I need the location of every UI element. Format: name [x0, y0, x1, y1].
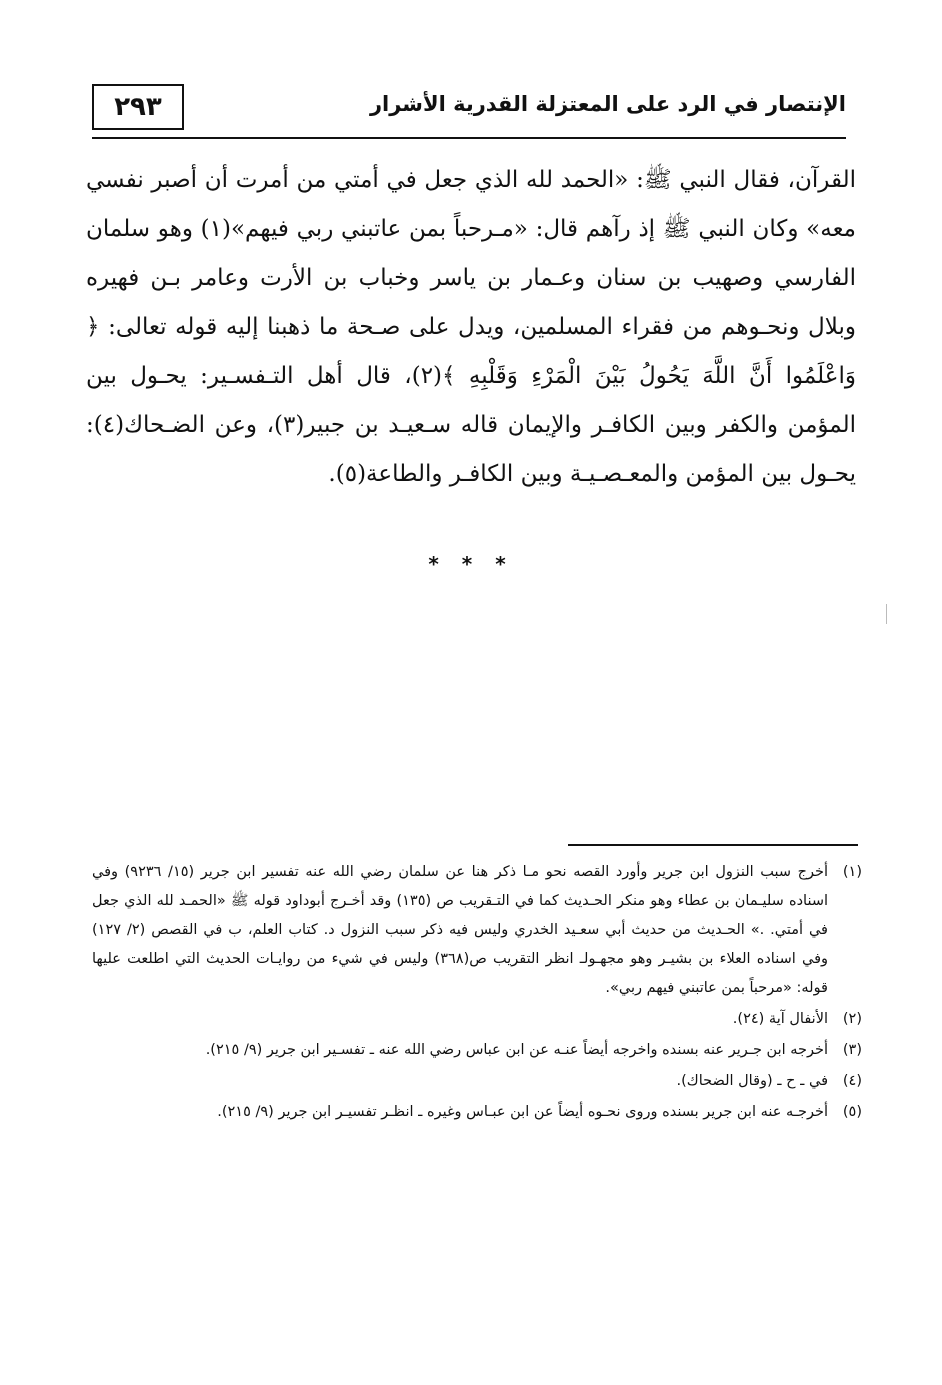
- footnote-number: (٢): [842, 1011, 862, 1027]
- scan-mark: [886, 604, 887, 624]
- footnote-5: [92, 1098, 862, 1127]
- footnote-2: [92, 1005, 862, 1034]
- body-paragraph: القرآن، فقال النبي ﷺ: «الحمد لله الذي جعل في أمتي من أمرت أن أصبر نفسي معه» وكان النبي ﷺ إذ رآهم قال: «مـرحباً بمن عاتبني ربي فيهم»(١) وهو سلمان الفارسي وصهيب بن سنان وعـمار بن ياسر وخباب بن الأرت وعامر بـن فهيره وبلال ونحـوهم من فقراء المسلمين، ويدل على صـحة ما ذهبنا إليه قوله تعالى: ﴿ وَاعْلَمُوا أَنَّ اللَّهَ يَحُولُ بَيْنَ الْمَرْءِ وَقَلْبِهِ ﴾(٢)، قال أهل التـفسـير: يحـول بين المؤمن والكفر وبين الكافـر والإيمان قاله سـعيـد بن جبير(٣)، وعن الضـحاك(٤): يحـول بين المؤمن والمعـصـيـة وبين الكافـر والطاعة(٥).: [86, 167, 857, 487]
- header-rule: [92, 137, 846, 139]
- running-title: الإنتصار في الرد على المعتزلة القدرية الأشرار: [369, 92, 846, 116]
- footnote-text: أخرجـه عنه ابن جرير بسنده وروى نحـوه أيضاً عن ابن عبـاس وغيره ـ انظـر تفسيـر ابن جرير (٩/ ٢١٥).: [217, 1104, 828, 1120]
- footnote-number: (١): [842, 864, 862, 880]
- footnote-text: في ـ ح ـ (وقال الضحاك).: [676, 1073, 828, 1089]
- section-separator: * * *: [428, 552, 514, 576]
- footnote-number: (٥): [842, 1104, 862, 1120]
- footnotes: [92, 858, 862, 1129]
- page-number-text: ٢٩٣: [114, 92, 162, 122]
- footnote-text: أخرجه ابن جـرير عنه بسنده واخرجه أيضاً عنـه عن ابن عباس رضي الله عنه ـ تفسـير ابن جرير (٩/ ٢١٥).: [205, 1042, 828, 1058]
- footnote-4: [92, 1067, 862, 1096]
- footnote-3: [92, 1036, 862, 1065]
- footnote-rule: [568, 844, 858, 846]
- page-number: [92, 84, 184, 130]
- footnote-number: (٤): [842, 1073, 862, 1089]
- footnote-text: أخرج سبب النزول ابن جرير وأورد القصه نحو مـا ذكر هنا عن سلمان رضي الله عنه تفسير ابن جرير (١٥/ ٩٢٣٦) وفي اسناده سليـمان بن عطاء وهو منكر الحـديث كما في التـقريب ص (١٣٥) وقد أخـرج أبوداود قوله ﷺ «الحمـد لله الذي جعل في أمتي. .» الحـديث من حديث أبي سعـيد الخدري وليس فيه ذكر سبب النزول د. كتاب العلم، ب في القصص (٢/ ١٢٧) وفي اسناده العلاء بن بشيـر وهو مجهـولـ انظر التقريب ص(٣٦٨) وليس في شيء من روايـات الحديث التي اطلعت عليها قوله: «مرحباً بمن عاتبني فيهم ربي».: [92, 864, 828, 996]
- footnote-number: (٣): [842, 1042, 862, 1058]
- footnote-text: الأنفال آية (٢٤).: [732, 1011, 828, 1027]
- footnote-1: [92, 858, 862, 1003]
